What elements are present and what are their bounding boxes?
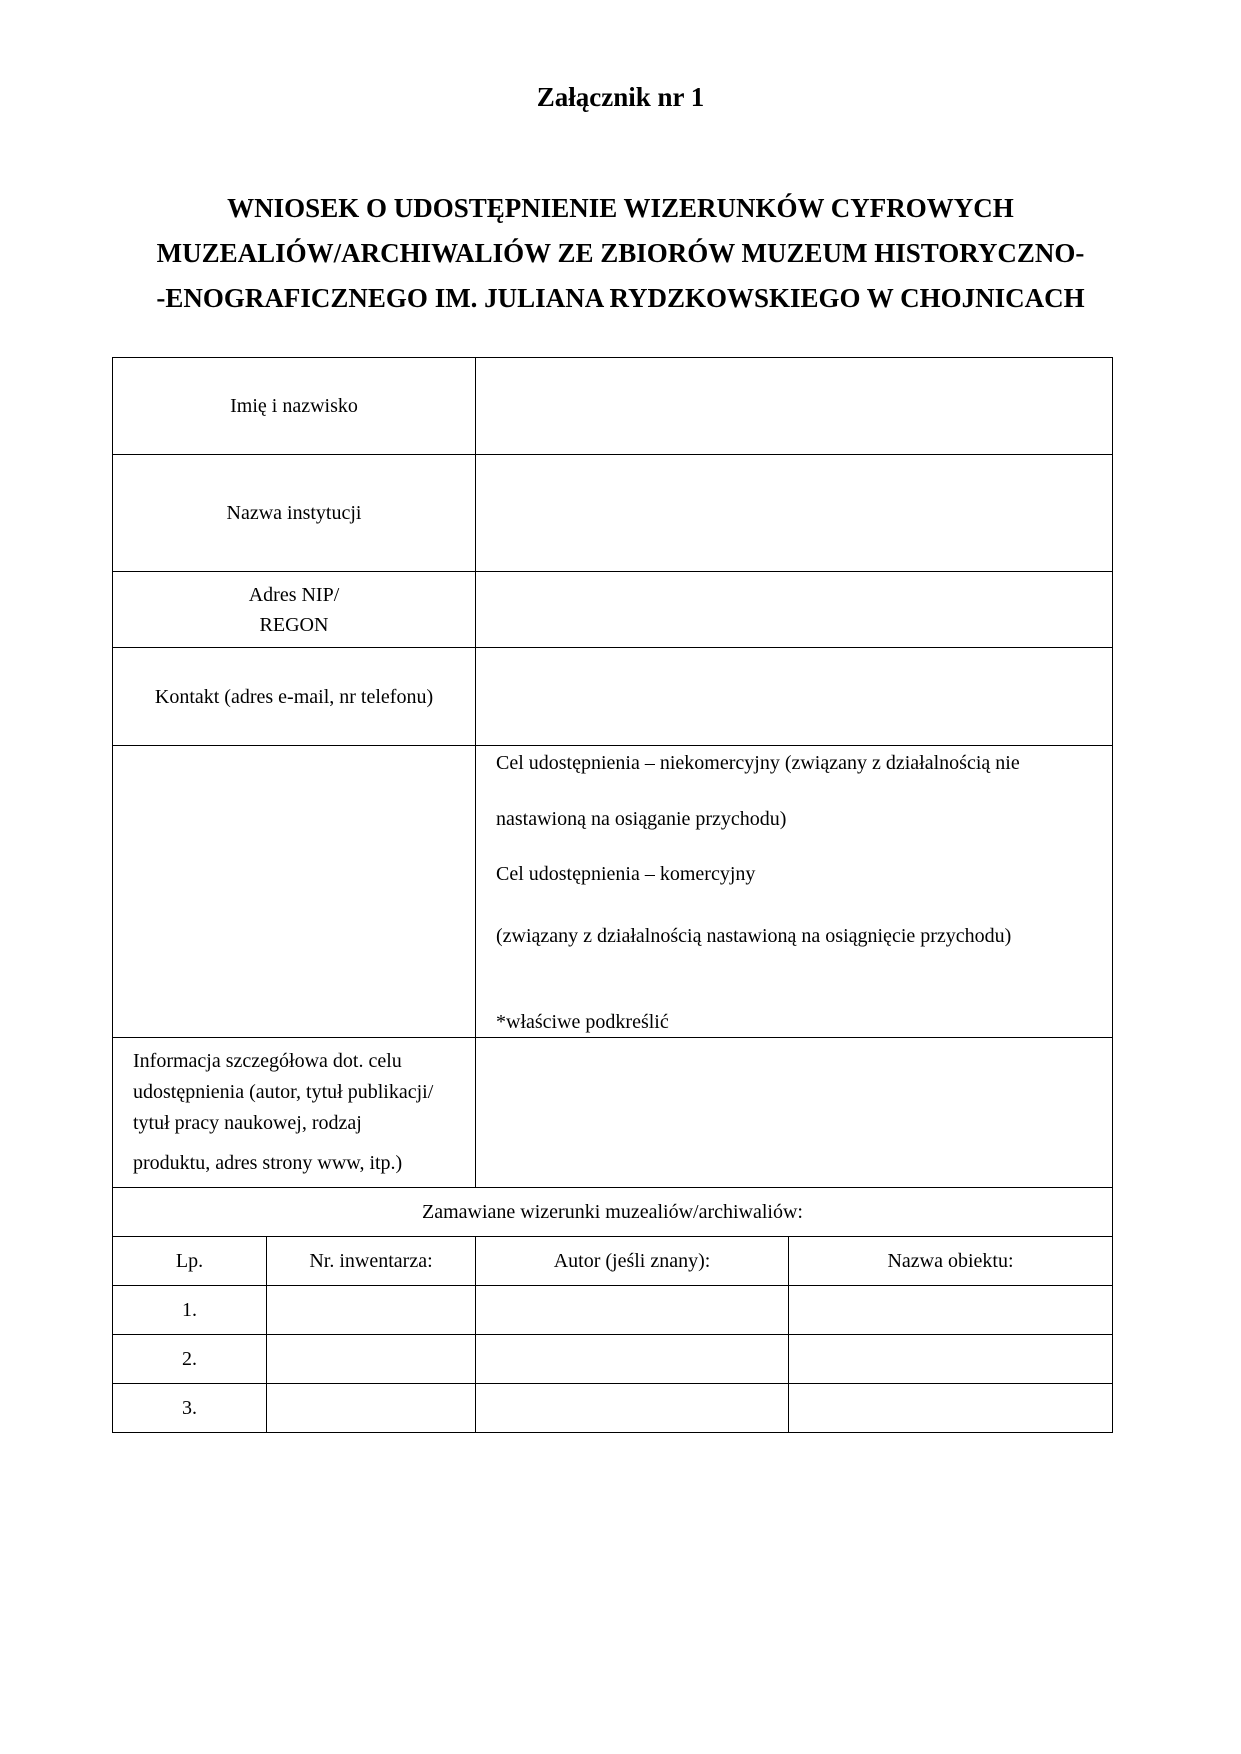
purpose-commercial-line-1[interactable]: Cel udostępnienia – komercyjny (496, 863, 756, 885)
purpose-row (113, 746, 1113, 1038)
address-field[interactable] (476, 572, 1113, 648)
items-columns-row (113, 1237, 1113, 1286)
table-row (113, 1335, 1113, 1384)
purpose-options[interactable] (476, 746, 1113, 1038)
inventory-cell[interactable] (267, 1384, 476, 1433)
inventory-cell[interactable] (267, 1335, 476, 1384)
row-number: 2. (113, 1335, 267, 1384)
address-row (113, 572, 1113, 648)
author-cell[interactable] (476, 1286, 789, 1335)
contact-row (113, 648, 1113, 746)
document-title (0, 186, 1241, 321)
contact-label: Kontakt (adres e-mail, nr telefonu) (113, 648, 476, 746)
column-object-name: Nazwa obiektu: (789, 1237, 1113, 1286)
title-line-2: MUZEALIÓW/ARCHIWALIÓW ZE ZBIORÓW MUZEUM HISTORYCZNO- (156, 238, 1085, 268)
details-field[interactable] (476, 1038, 1113, 1188)
object-name-cell[interactable] (789, 1335, 1113, 1384)
table-row (113, 1286, 1113, 1335)
purpose-noncommercial-line-2[interactable]: nastawioną na osiąganie przychodu) (496, 808, 787, 830)
inventory-cell[interactable] (267, 1286, 476, 1335)
author-cell[interactable] (476, 1384, 789, 1433)
details-label-line-2: udostępnienia (autor, tytuł publikacji/ (133, 1081, 434, 1103)
purpose-noncommercial-line-1[interactable]: Cel udostępnienia – niekomercyjny (związany z działalnością nie (496, 752, 1020, 774)
address-label (113, 572, 476, 648)
items-header-row (113, 1188, 1113, 1237)
name-field[interactable] (476, 358, 1113, 455)
table-row (113, 1384, 1113, 1433)
object-name-cell[interactable] (789, 1286, 1113, 1335)
items-header: Zamawiane wizerunki muzealiów/archiwaliów: (113, 1188, 1113, 1237)
address-label-line-1: Adres NIP/ (248, 583, 340, 606)
details-label-line-4: produktu, adres strony www, itp.) (133, 1152, 403, 1174)
institution-label: Nazwa instytucji (113, 455, 476, 572)
details-row (113, 1038, 1113, 1188)
annex-heading: Załącznik nr 1 (536, 82, 705, 112)
column-inventory: Nr. inwentarza: (267, 1237, 476, 1286)
institution-row (113, 455, 1113, 572)
address-label-line-2: REGON (259, 613, 329, 636)
column-lp: Lp. (113, 1237, 267, 1286)
row-number: 1. (113, 1286, 267, 1335)
request-form-table (112, 357, 1113, 1433)
author-cell[interactable] (476, 1335, 789, 1384)
title-line-3: -ENOGRAFICZNEGO IM. JULIANA RYDZKOWSKIEGO W CHOJNICACH (156, 283, 1085, 313)
contact-field[interactable] (476, 648, 1113, 746)
details-label-line-1: Informacja szczegółowa dot. celu (133, 1050, 402, 1072)
name-label: Imię i nazwisko (113, 358, 476, 455)
name-row (113, 358, 1113, 455)
details-label-line-3: tytuł pracy naukowej, rodzaj (133, 1112, 362, 1134)
purpose-note: *właściwe podkreślić (496, 1011, 669, 1033)
purpose-empty-cell (113, 746, 476, 1038)
institution-field[interactable] (476, 455, 1113, 572)
row-number: 3. (113, 1384, 267, 1433)
object-name-cell[interactable] (789, 1384, 1113, 1433)
column-author: Autor (jeśli znany): (476, 1237, 789, 1286)
title-line-1: WNIOSEK O UDOSTĘPNIENIE WIZERUNKÓW CYFROWYCH (227, 193, 1014, 223)
details-label (113, 1038, 476, 1188)
purpose-commercial-line-2[interactable]: (związany z działalnością nastawioną na osiągnięcie przychodu) (496, 925, 1012, 947)
